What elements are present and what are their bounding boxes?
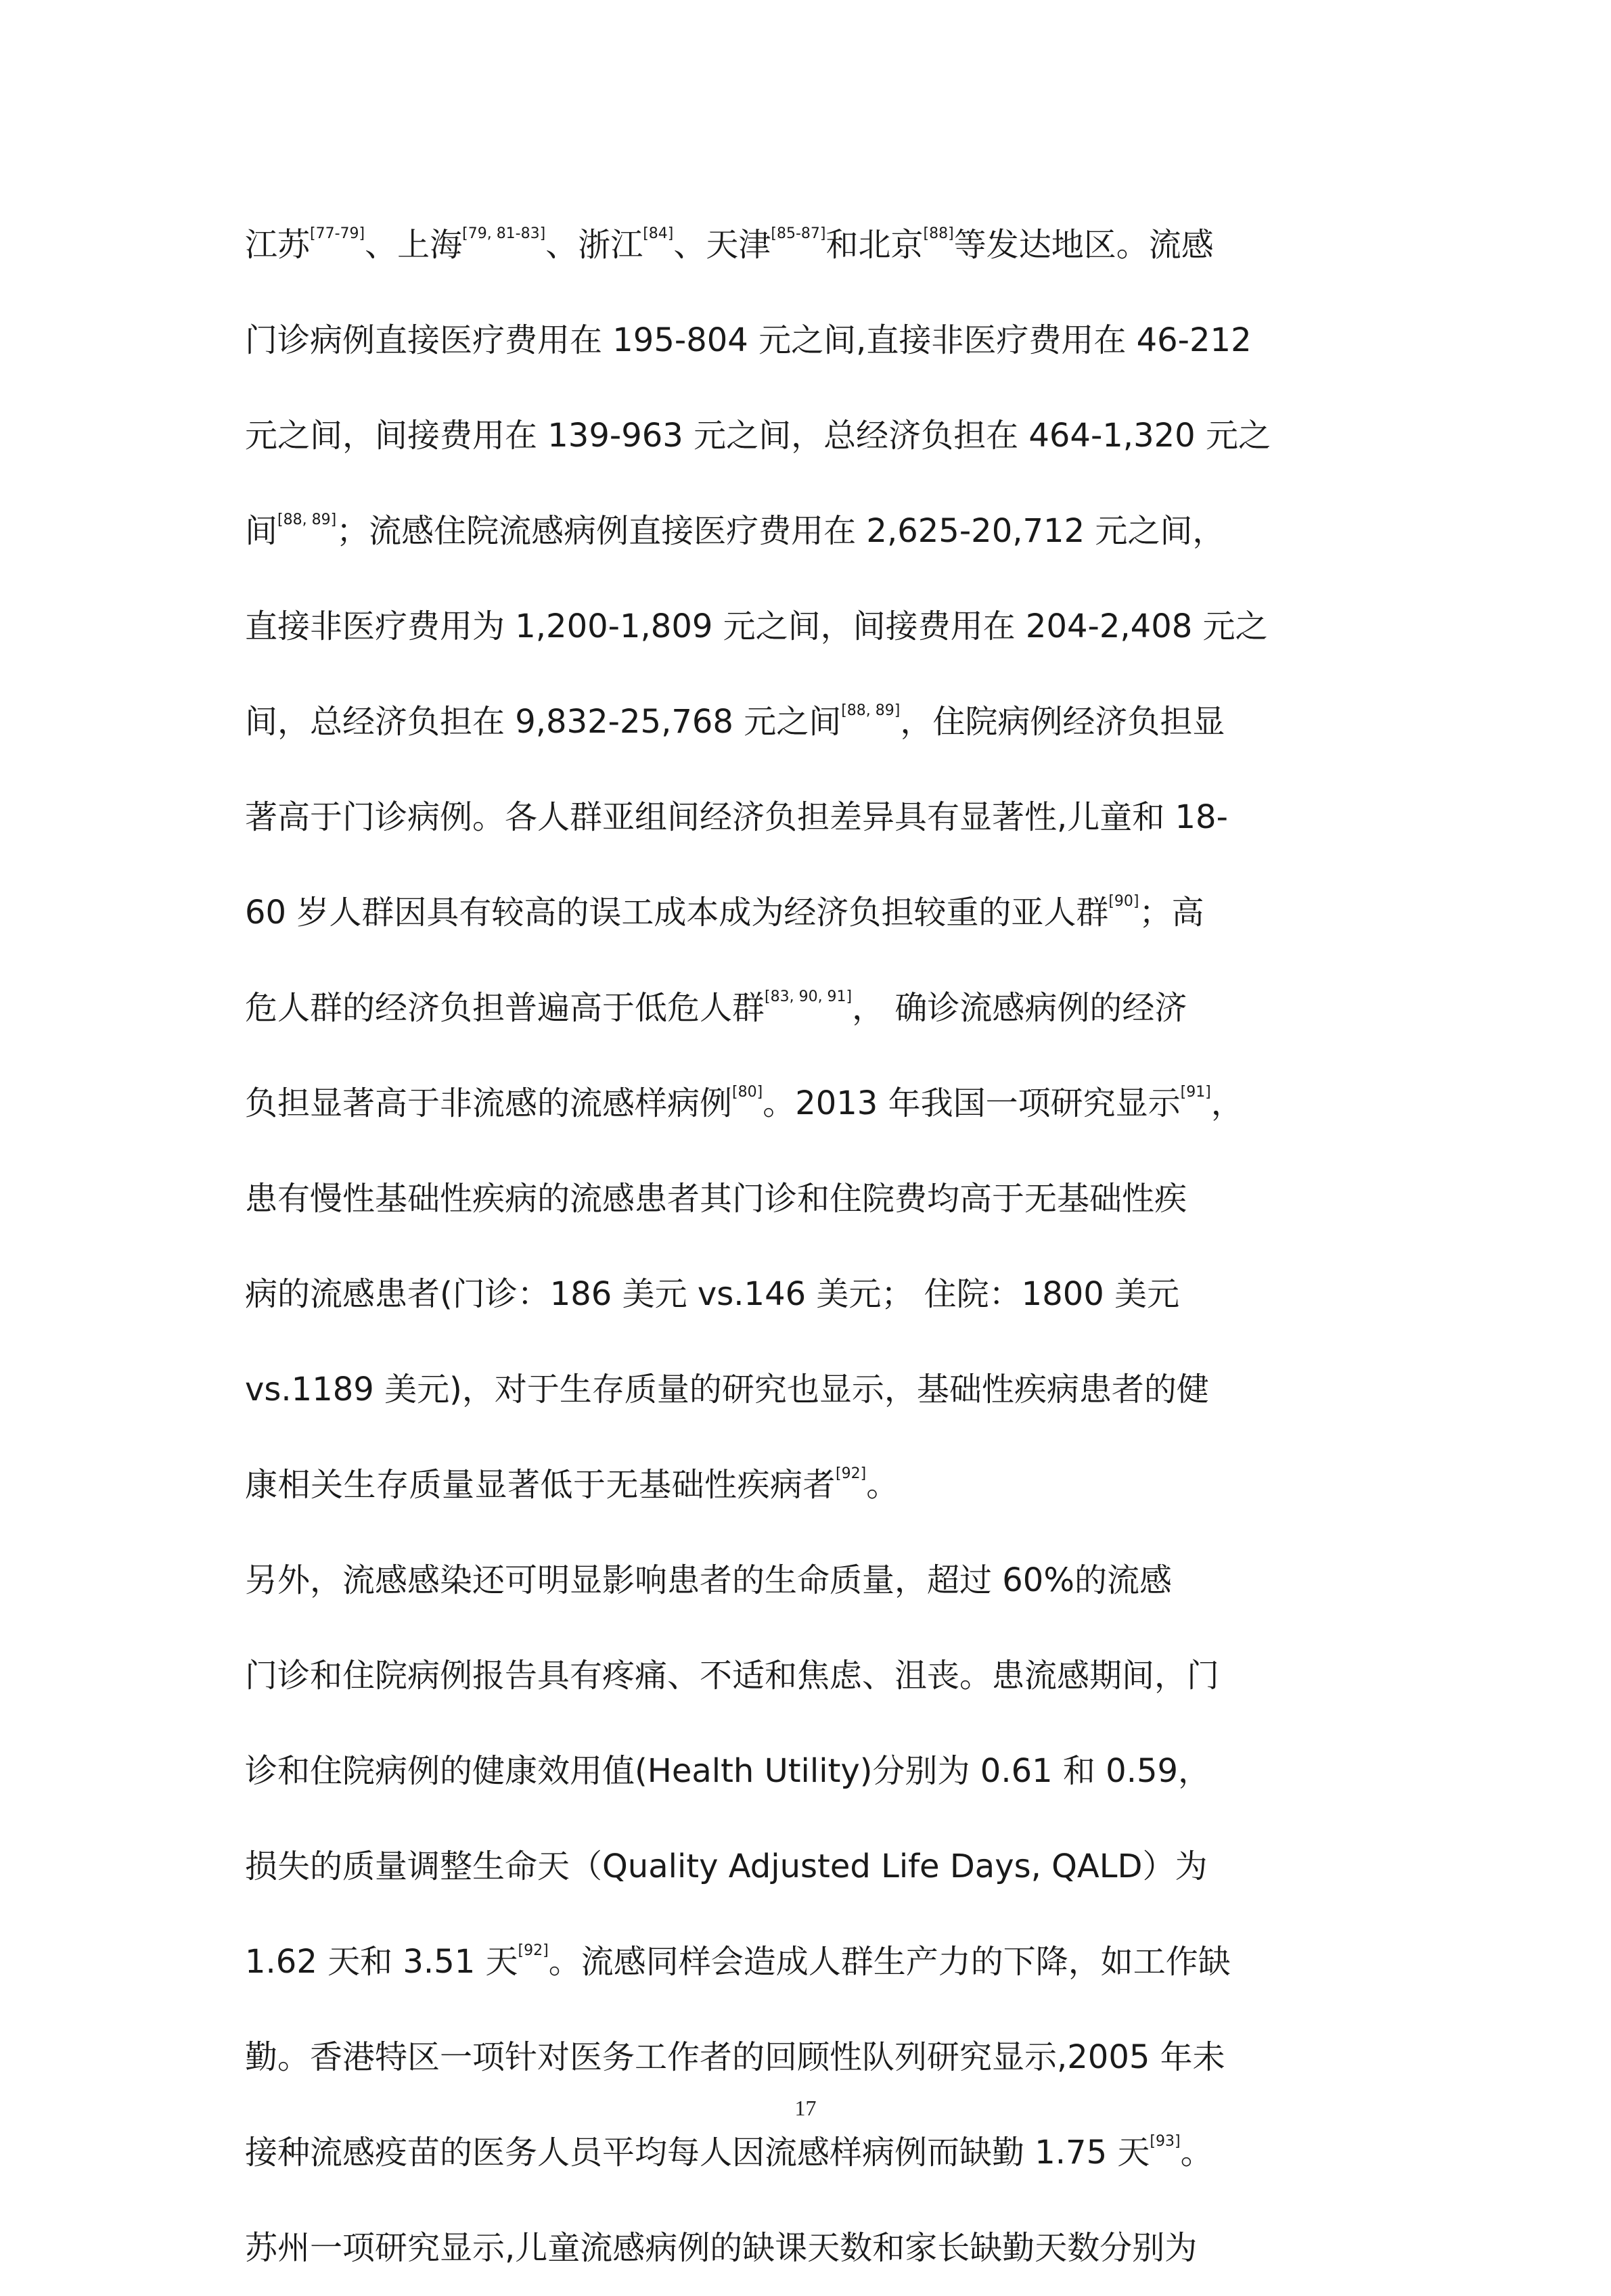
text-run: 、上海 <box>365 226 463 264</box>
text-run: 。 <box>866 1466 899 1504</box>
page-number: 17 <box>794 2096 817 2120</box>
citation-ref: [77-79] <box>310 225 365 242</box>
text-line <box>245 1628 1372 1724</box>
text-run: ，住院病例经济负担显 <box>900 703 1225 741</box>
text-line <box>245 2010 1372 2105</box>
text-line <box>245 2201 1372 2296</box>
text-line <box>245 1438 1372 1533</box>
text-line <box>245 1151 1372 1247</box>
text-run: 康相关生存质量显著低于无基础性疾病者 <box>245 1466 836 1504</box>
text-run: 。 <box>1180 2134 1213 2172</box>
citation-ref: [92] <box>836 1465 867 1482</box>
text-line <box>245 579 1372 674</box>
text-run: 接种流感疫苗的医务人员平均每人因流感样病例而缺勤 1.75 天 <box>245 2134 1150 2172</box>
text-run: 病的流感患者(门诊：186 美元 vs.146 美元； 住院：1800 美元 <box>245 1275 1180 1313</box>
citation-ref: [92] <box>518 1942 549 1959</box>
text-line <box>245 388 1372 484</box>
text-run: 损失的质量调整生命天（Quality Adjusted Life Days, QALD）为 <box>245 1847 1208 1885</box>
text-run: ， <box>1210 1084 1244 1122</box>
text-run: 间，总经济负担在 9,832-25,768 元之间 <box>245 703 842 741</box>
text-line <box>245 293 1372 388</box>
text-run: 门诊和住院病例报告具有疼痛、不适和焦虑、沮丧。患流感期间，门 <box>245 1657 1220 1695</box>
text-run: 患有慢性基础性疾病的流感患者其门诊和住院费均高于无基础性疾 <box>245 1180 1187 1218</box>
text-line <box>245 1056 1372 1151</box>
text-line <box>245 1724 1372 1819</box>
text-run: 著高于门诊病例。各人群亚组间经济负担差异具有显著性,儿童和 18- <box>245 798 1228 836</box>
text-run: 。2013 年我国一项研究显示 <box>763 1084 1181 1122</box>
citation-ref: [80] <box>732 1084 763 1101</box>
citation-ref: [88, 89] <box>841 702 901 719</box>
text-run: ；高 <box>1139 894 1204 932</box>
text-run: 直接非医疗费用为 1,200-1,809 元之间，间接费用在 204-2,408 元之 <box>245 607 1268 645</box>
text-line <box>245 1914 1372 2010</box>
text-run: 间 <box>245 512 278 550</box>
text-run: vs.1189 美元)，对于生存质量的研究也显示，基础性疾病患者的健 <box>245 1371 1209 1408</box>
text-run: 。流感同样会造成人群生产力的下降，如工作缺 <box>548 1943 1231 1981</box>
text-line <box>245 1342 1372 1438</box>
text-line <box>245 674 1372 770</box>
citation-ref: [90] <box>1108 893 1139 910</box>
text-run: 江苏 <box>245 226 311 264</box>
text-run: ， 确诊流感病例的经济 <box>852 989 1187 1027</box>
text-line <box>245 484 1372 579</box>
text-line <box>245 770 1372 865</box>
citation-ref: [91] <box>1180 1084 1211 1101</box>
text-run: 苏州一项研究显示,儿童流感病例的缺课天数和家长缺勤天数分别为 <box>245 2229 1198 2267</box>
citation-ref: [84] <box>643 225 674 242</box>
text-run: 危人群的经济负担普遍高于低危人群 <box>245 989 765 1027</box>
text-run: 60 岁人群因具有较高的误工成本成为经济负担较重的亚人群 <box>245 894 1109 932</box>
text-line <box>245 198 1372 293</box>
text-run: 和北京 <box>825 226 924 264</box>
citation-ref: [83, 90, 91] <box>765 988 853 1005</box>
text-run: 、天津 <box>673 226 771 264</box>
text-run: 勤。香港特区一项针对医务工作者的回顾性队列研究显示,2005 年未 <box>245 2038 1225 2076</box>
text-run: 元之间，间接费用在 139-963 元之间，总经济负担在 464-1,320 元之 <box>245 417 1271 455</box>
citation-ref: [79, 81-83] <box>462 225 546 242</box>
text-run: 另外，流感感染还可明显影响患者的生命质量，超过 60%的流感 <box>245 1561 1172 1599</box>
citation-ref: [93] <box>1150 2133 1181 2150</box>
text-run: ；流感住院流感病例直接医疗费用在 2,625-20,712 元之间， <box>336 512 1225 550</box>
text-run: 等发达地区。流感 <box>953 226 1214 264</box>
text-run: 门诊病例直接医疗费用在 195-804 元之间,直接非医疗费用在 46-212 <box>245 321 1252 359</box>
text-run: 诊和住院病例的健康效用值(Health Utility)分别为 0.61 和 0.59， <box>245 1752 1211 1790</box>
text-line <box>245 961 1372 1056</box>
text-line <box>245 865 1372 961</box>
text-run: 负担显著高于非流感的流感样病例 <box>245 1084 733 1122</box>
text-line <box>245 1247 1372 1342</box>
text-run: 1.62 天和 3.51 天 <box>245 1943 518 1981</box>
citation-ref: [85-87] <box>771 225 826 242</box>
citation-ref: [88] <box>923 225 954 242</box>
text-run: 、浙江 <box>545 226 643 264</box>
body-text <box>245 198 1372 2296</box>
text-line <box>245 1533 1372 1628</box>
text-line <box>245 1819 1372 1914</box>
citation-ref: [88, 89] <box>277 511 337 528</box>
